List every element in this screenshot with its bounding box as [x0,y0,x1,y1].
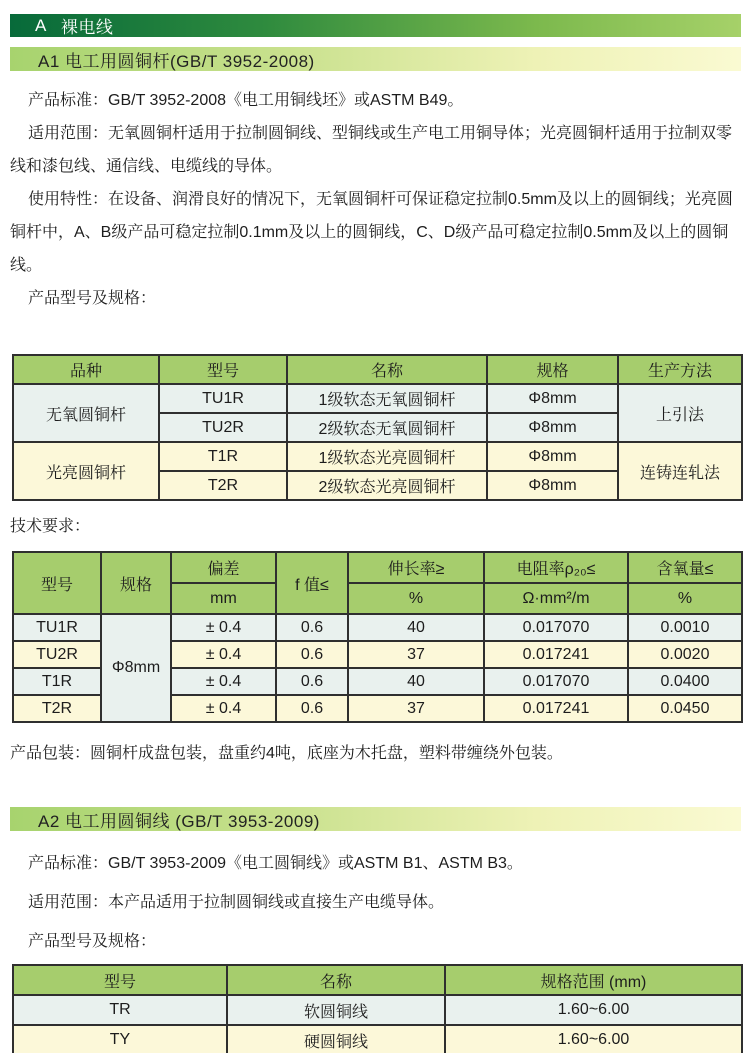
oxygen-cell: 0.0010 [628,614,742,641]
deviation-cell: ± 0.4 [171,695,276,722]
model-cell: T1R [159,442,287,471]
column-header-model: 型号 [159,355,287,384]
a1-heading-text: A1 电工用圆铜杆(GB/T 3952-2008) [38,51,315,71]
model-cell: T2R [159,471,287,500]
deviation-cell: ± 0.4 [171,614,276,641]
name-cell: 2级软态无氧圆铜杆 [287,413,487,442]
name-cell: 1级软态光亮圆铜杆 [287,442,487,471]
method-cell: 连铸连轧法 [618,442,742,500]
f-value-cell: 0.6 [276,614,348,641]
oxygen-cell: 0.0020 [628,641,742,668]
oxygen-cell: 0.0400 [628,668,742,695]
f-value-cell: 0.6 [276,668,348,695]
table-row [13,614,742,641]
deviation-cell: ± 0.4 [171,641,276,668]
a1-usage-paragraph: 使用特性：在设备、润滑良好的情况下，无氧圆铜杆可保证稳定拉制0.5mm及以上的圆铜线；光亮圆铜杆中，A、B级产品可稳定拉制0.1mm及以上的圆铜线，C、D级产品可稳定拉制0.5mm及以上的圆铜线。 [10,191,733,274]
column-header-deviation: 偏差 [171,552,276,583]
a1-standard-paragraph: 产品标准：GB/T 3952-2008《电工用铜线坯》或ASTM B49。 [28,92,464,109]
column-header-model: 型号 [13,965,227,995]
a1-packaging-paragraph: 产品包装：圆铜杆成盘包装，盘重约4吨，底座为木托盘，塑料带缠绕外包装。 [10,745,563,762]
resistivity-cell: 0.017070 [484,614,628,641]
model-cell: TY [13,1025,227,1053]
unit-resistivity: Ω·mm²/m [484,583,628,614]
column-header-resistivity: 电阻率ρ₂₀≤ [484,552,628,583]
a2-wire-table [12,964,743,1053]
resistivity-cell: 0.017070 [484,668,628,695]
range-cell: 1.60~6.00 [445,995,742,1025]
unit-deviation: mm [171,583,276,614]
column-header-range: 规格范围 (mm) [445,965,742,995]
column-header-variety: 品种 [13,355,159,384]
a2-models-label: 产品型号及规格： [28,933,157,950]
resistivity-cell: 0.017241 [484,641,628,668]
model-cell: TU1R [13,614,101,641]
variety-cell: 光亮圆铜杆 [13,442,159,500]
table-row [13,442,742,471]
a1-models-label: 产品型号及规格： [28,290,157,307]
a2-text-block [10,847,741,958]
spec-cell: Φ8mm [487,442,618,471]
name-cell: 1级软态无氧圆铜杆 [287,384,487,413]
table-header-row [13,355,742,384]
table-header-row [13,965,742,995]
model-cell: TU2R [13,641,101,668]
resistivity-cell: 0.017241 [484,695,628,722]
model-cell: T2R [13,695,101,722]
f-value-cell: 0.6 [276,695,348,722]
column-header-name: 名称 [287,355,487,384]
unit-oxygen: % [628,583,742,614]
table-row [13,1025,742,1053]
column-header-spec: 规格 [101,552,171,614]
column-header-method: 生产方法 [618,355,742,384]
table-row [13,384,742,413]
spec-cell: Φ8mm [487,413,618,442]
column-header-elongation: 伸长率≥ [348,552,484,583]
model-cell: TU2R [159,413,287,442]
model-cell: T1R [13,668,101,695]
elongation-cell: 40 [348,668,484,695]
a2-standard-paragraph: 产品标准：GB/T 3953-2009《电工圆铜线》或ASTM B1、ASTM B3。 [28,855,523,872]
spec-cell: Φ8mm [487,471,618,500]
column-header-f-value: f 值≤ [276,552,348,614]
shared-spec-cell: Φ8mm [101,614,171,722]
section-a-banner [10,14,741,37]
column-header-spec: 规格 [487,355,618,384]
section-a1-heading [10,47,741,71]
f-value-cell: 0.6 [276,641,348,668]
a2-scope-paragraph: 适用范围：本产品适用于拉制圆铜线或直接生产电缆导体。 [28,894,445,911]
variety-cell: 无氧圆铜杆 [13,384,159,442]
a1-text-block [10,84,741,315]
column-header-oxygen: 含氧量≤ [628,552,742,583]
a1-tech-table [12,551,743,723]
section-a2-heading [10,807,741,831]
oxygen-cell: 0.0450 [628,695,742,722]
model-cell: TR [13,995,227,1025]
name-cell: 硬圆铜线 [227,1025,445,1053]
unit-elongation: % [348,583,484,614]
column-header-model: 型号 [13,552,101,614]
table-row [13,995,742,1025]
elongation-cell: 37 [348,641,484,668]
a1-tech-label: 技术要求： [10,518,91,535]
model-cell: TU1R [159,384,287,413]
name-cell: 软圆铜线 [227,995,445,1025]
name-cell: 2级软态光亮圆铜杆 [287,471,487,500]
range-cell: 1.60~6.00 [445,1025,742,1053]
a2-heading-text: A2 电工用圆铜线 (GB/T 3953-2009) [38,811,320,831]
column-header-name: 名称 [227,965,445,995]
elongation-cell: 37 [348,695,484,722]
section-letter: A [35,15,47,35]
table-header-row [13,552,742,583]
a1-models-table [12,354,743,501]
elongation-cell: 40 [348,614,484,641]
section-title: 裸电线 [60,18,114,37]
spec-cell: Φ8mm [487,384,618,413]
method-cell: 上引法 [618,384,742,442]
a1-scope-paragraph: 适用范围：无氧圆铜杆适用于拉制圆铜线、型铜线或生产电工用铜导体；光亮圆铜杆适用于拉制双零线和漆包线、通信线、电缆线的导体。 [10,125,733,175]
deviation-cell: ± 0.4 [171,668,276,695]
